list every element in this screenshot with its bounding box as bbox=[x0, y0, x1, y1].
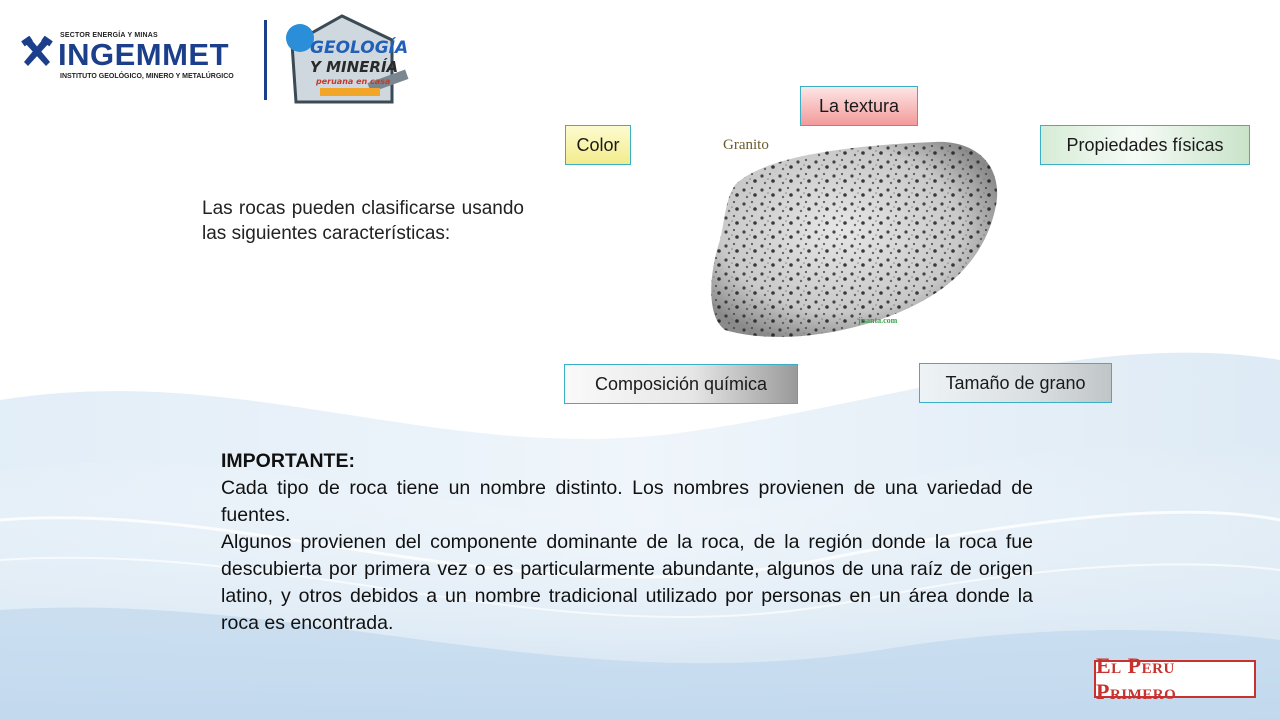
tag-color bbox=[565, 125, 631, 165]
gm-line1: GEOLOGÍA bbox=[310, 38, 409, 58]
ingemmet-name: INGEMMET bbox=[58, 37, 230, 72]
intro-text: Las rocas pueden clasificarse usando las siguientes características: bbox=[202, 198, 524, 244]
tag-color-label: Color bbox=[576, 134, 620, 155]
ingemmet-sector-text: SECTOR ENERGÍA Y MINAS bbox=[60, 32, 158, 39]
tag-tamano-label: Tamaño de grano bbox=[945, 372, 1086, 393]
crossed-hammers-icon bbox=[20, 36, 54, 70]
important-title: IMPORTANTE: bbox=[221, 450, 355, 472]
ingemmet-logo bbox=[18, 20, 263, 100]
gm-line3: peruana en casa bbox=[316, 77, 391, 86]
el-peru-primero-badge bbox=[1094, 653, 1256, 704]
tag-textura bbox=[800, 86, 918, 126]
tag-composicion-label: Composición química bbox=[594, 373, 768, 394]
important-paragraph-1: Cada tipo de roca tiene un nombre distinto. Los nombres provienen de una variedad de fuentes. bbox=[221, 477, 1033, 526]
logo-divider bbox=[264, 20, 267, 100]
rock-credit: jisanta.com bbox=[858, 316, 898, 325]
tag-composicion bbox=[564, 364, 798, 404]
tag-textura-label: La textura bbox=[818, 95, 900, 116]
ingemmet-subtitle: INSTITUTO GEOLÓGICO, MINERO Y METALÚRGICO bbox=[60, 73, 234, 80]
rock-caption: Granito bbox=[723, 137, 769, 153]
badge-text: El Perú Primero bbox=[1096, 653, 1177, 704]
important-paragraph-2: Algunos provienen del componente dominante de la roca, de la región donde la roca fue descubierta por primera vez o es particularmente abundante, algunos de una raíz de origen latino, y otros debidos a un nombre tradicional utilizado por personas en un área donde la roca es encontrada. bbox=[221, 531, 1033, 634]
tag-propiedades bbox=[1040, 125, 1250, 165]
tag-propiedades-label: Propiedades físicas bbox=[1066, 134, 1224, 155]
tag-tamano bbox=[919, 363, 1112, 403]
important-section bbox=[221, 448, 1033, 637]
gm-line2: Y MINERÍA bbox=[310, 58, 399, 76]
geologia-mineria-logo bbox=[280, 14, 415, 106]
